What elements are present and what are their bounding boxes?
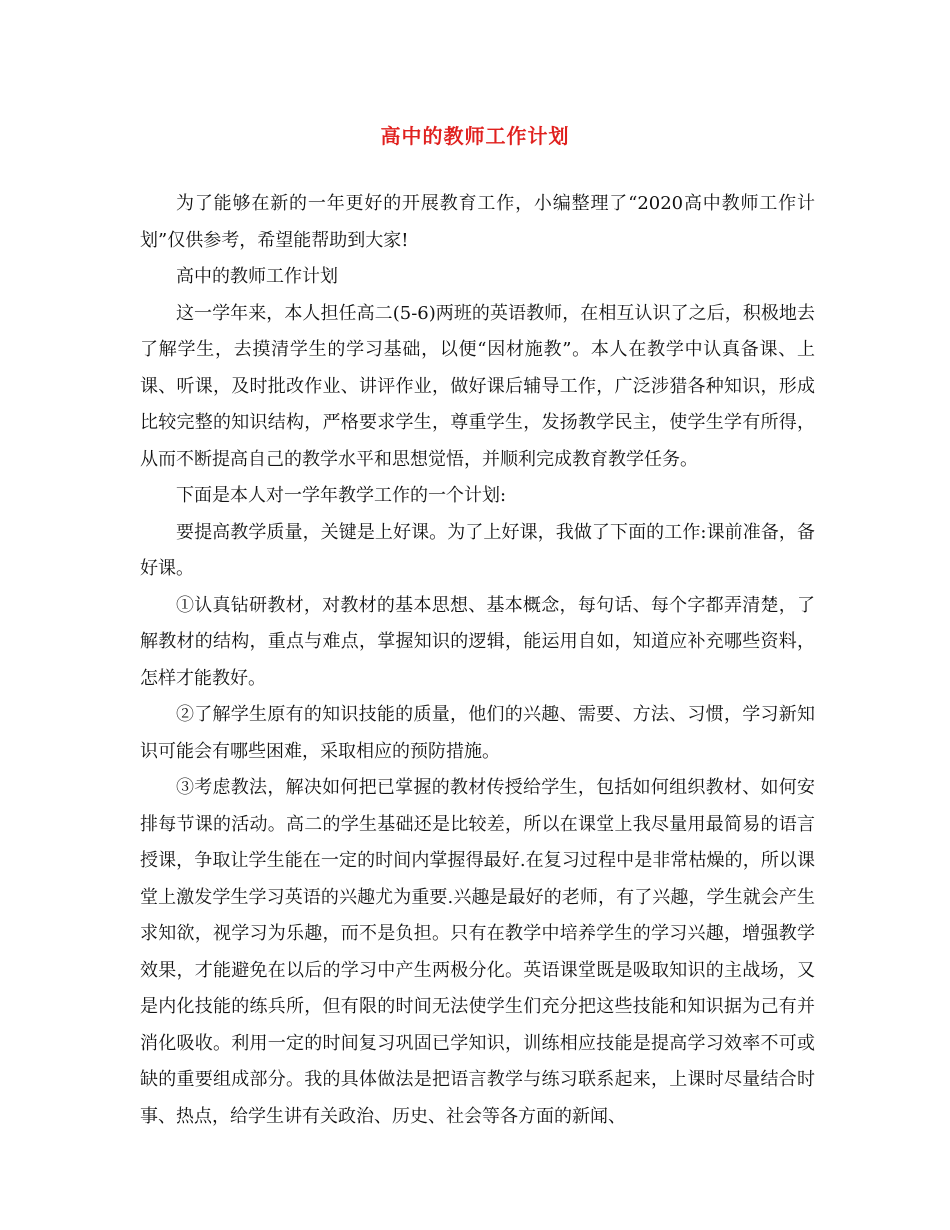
paragraph-overview: 这一学年来，本人担任高二(5-6)两班的英语教师，在相互认识了之后，积极地去了解学生，去摸清学生的学习基础，以便“因材施教”。本人在教学中认真备课、上课、听课，及时批改作业、讲评作业，做好课后辅导工作，广泛涉猎各种知识，形成比较完整的知识结构，严格要求学生，尊重学生，发扬教学民主，使学生学有所得，从而不断提高自己的教学水平和思想觉悟，并顺利完成教育教学任务。	[140, 302, 815, 470]
document-body	[140, 186, 815, 1135]
paragraph-point-2: ②了解学生原有的知识技能的质量，他们的兴趣、需要、方法、习惯，学习新知识可能会有哪些困难，采取相应的预防措施。	[140, 704, 815, 762]
paragraph-subtitle: 高中的教师工作计划	[176, 266, 338, 287]
paragraph-point-3: ③考虑教法，解决如何把已掌握的教材传授给学生，包括如何组织教材、如何安排每节课的活动。高二的学生基础还是比较差，所以在课堂上我尽量用最简易的语言授课，争取让学生能在一定的时间内掌握得最好.在复习过程中是非常枯燥的，所以课堂上激发学生学习英语的兴趣尤为重要.兴趣是最好的老师，有了兴趣，学生就会产生求知欲，视学习为乐趣，而不是负担。只有在教学中培养学生的学习兴趣，增强教学效果，才能避免在以后的学习中产生两极分化。英语课堂既是吸取知识的主战场，又是内化技能的练兵所，但有限的时间无法使学生们充分把这些技能和知识据为己有并消化吸收。利用一定的时间复习巩固已学知识，训练相应技能是提高学习效率不可或缺的重要组成部分。我的具体做法是把语言教学与练习联系起来，上课时尽量结合时事、热点，给学生讲有关政治、历史、社会等各方面的新闻、	[140, 777, 815, 1127]
document-title: 高中的教师工作计划	[380, 124, 570, 148]
paragraph-point-1: ①认真钻研教材，对教材的基本思想、基本概念，每句话、每个字都弄清楚，了解教材的结构，重点与难点，掌握知识的逻辑，能运用自如，知道应补充哪些资料，怎样才能教好。	[140, 594, 815, 689]
paragraph-intro: 为了能够在新的一年更好的开展教育工作，小编整理了“2020高中教师工作计划”仅供参考，希望能帮助到大家!	[140, 193, 815, 251]
paragraph-lesson-prep: 要提高教学质量，关键是上好课。为了上好课，我做了下面的工作:课前准备，备好课。	[140, 521, 815, 579]
paragraph-plan-lead: 下面是本人对一学年教学工作的一个计划:	[176, 485, 507, 506]
